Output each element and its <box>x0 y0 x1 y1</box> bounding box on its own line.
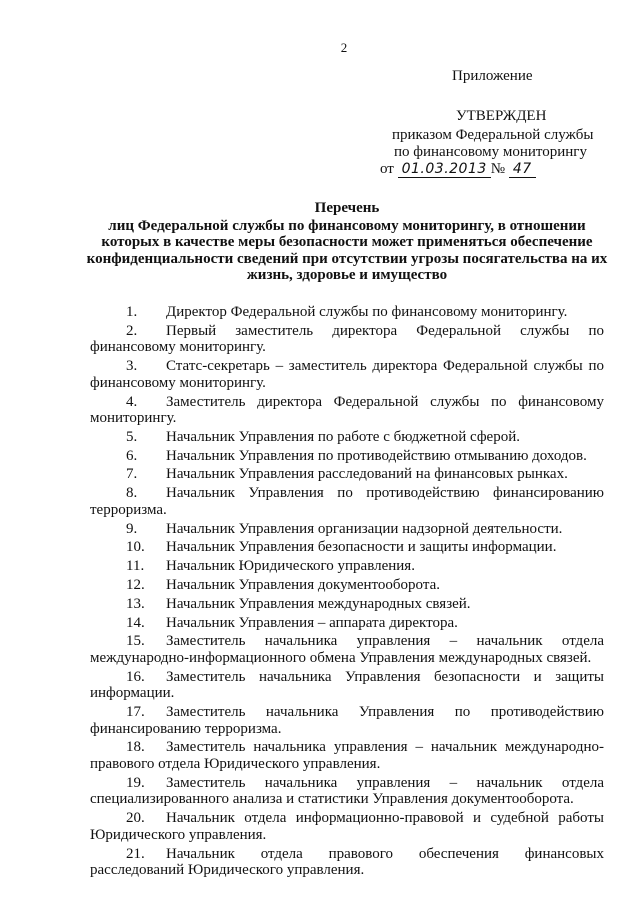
list-item <box>90 558 604 575</box>
list-item-text: Начальник Управления организации надзорной деятельности. <box>166 520 563 537</box>
list-item-number: 19. <box>126 774 145 791</box>
list-item-number: 3. <box>126 358 138 375</box>
date-prefix: от <box>380 161 394 177</box>
list-item <box>90 394 604 427</box>
list-item-number: 8. <box>126 485 138 502</box>
title-main: Перечень <box>314 200 380 216</box>
list-item-text: Заместитель начальника Управления по противодействию финансированию терроризма. <box>90 704 604 737</box>
list-item-number: 4. <box>126 393 138 410</box>
approval-line-date <box>380 161 600 178</box>
list-item-number: 6. <box>126 447 138 464</box>
list-item-text: Заместитель начальника Управления безопасности и защиты информации. <box>90 668 604 702</box>
list-item-text: Директор Федеральной службы по финансовому мониторингу. <box>166 304 568 320</box>
approval-stamp <box>380 108 600 178</box>
list-item-number: 21. <box>126 845 145 862</box>
list-item-number: 1. <box>126 304 138 320</box>
list-item <box>90 775 604 808</box>
list-item <box>90 846 604 879</box>
list-item-number: 10. <box>126 539 145 556</box>
list-item-text: Начальник Управления безопасности и защиты информации. <box>166 539 557 556</box>
list-item <box>90 577 604 594</box>
list-item-number: 15. <box>126 633 145 650</box>
list-item-number: 11. <box>126 558 145 575</box>
handwritten-date: 01.03.2013 <box>398 161 491 178</box>
handwritten-number: 47 <box>509 161 536 178</box>
list-item-text: Начальник Управления расследований на финансовых рынках. <box>166 466 568 483</box>
list-item-number: 18. <box>126 739 145 756</box>
number-sign: № <box>490 161 506 177</box>
list-item-text: Заместитель начальника управления – начальник отдела специализированного анализа и статистики Управления документооборота. <box>90 774 604 808</box>
approval-line-agency: по финансовому мониторингу <box>394 144 587 160</box>
list-item-number: 2. <box>126 322 138 339</box>
list-item-text: Начальник отдела правового обеспечения финансовых расследований Юридического управления. <box>90 845 604 879</box>
list-item-text: Начальник Управления по противодействию финансированию терроризма. <box>90 485 604 518</box>
list-item <box>90 485 604 518</box>
list-item-number: 20. <box>126 810 145 827</box>
list-item <box>90 669 604 702</box>
list-item-text: Начальник Управления – аппарата директора. <box>166 614 458 631</box>
list-item-number: 7. <box>126 466 138 483</box>
list-item-text: Заместитель начальника управления – начальник международно-правового отдела Юридического управления. <box>90 739 604 773</box>
list-item <box>90 429 604 446</box>
list-item-number: 14. <box>126 614 145 631</box>
approval-line-order: приказом Федеральной службы <box>392 127 594 143</box>
list-item <box>90 739 604 772</box>
list-item <box>90 633 604 666</box>
list-item-text: Начальник Управления по работе с бюджетной сферой. <box>166 428 520 445</box>
approved-heading: УТВЕРЖДЕН <box>456 108 547 124</box>
title-subtitle: лиц Федеральной службы по финансовому мониторингу, в отношении которых в качестве меры безопасности может применяться обеспечение конфиденциальности сведений при отсутствии угрозы посягательства на их жизнь, здоровье и имущество <box>86 217 608 283</box>
positions-list <box>90 304 604 881</box>
list-item-number: 16. <box>126 668 145 685</box>
list-item-text: Начальник Управления по противодействию отмыванию доходов. <box>166 447 587 464</box>
list-item <box>90 304 604 321</box>
list-item-number: 17. <box>126 704 145 721</box>
list-item <box>90 521 604 538</box>
list-item <box>90 448 604 465</box>
list-item-number: 5. <box>126 428 138 445</box>
annex-label: Приложение <box>452 68 533 84</box>
list-item <box>90 466 604 483</box>
list-item-text: Начальник Управления международных связей. <box>166 595 471 612</box>
list-item-text: Начальник Управления документооборота. <box>166 576 440 593</box>
list-item-text: Статс-секретарь – заместитель директора Федеральной службы по финансовому мониторингу. <box>90 358 604 391</box>
list-item-text: Заместитель директора Федеральной службы по финансовому мониторингу. <box>90 393 604 427</box>
list-item <box>90 596 604 613</box>
list-item <box>90 358 604 391</box>
list-item <box>90 539 604 556</box>
list-item-number: 12. <box>126 576 145 593</box>
list-item-number: 9. <box>126 520 138 537</box>
list-item-text: Начальник отдела информационно-правовой и судебной работы Юридического управления. <box>90 810 604 843</box>
document-title <box>86 200 608 284</box>
list-item <box>90 323 604 356</box>
list-item <box>90 704 604 737</box>
page-number: 2 <box>340 40 348 55</box>
list-item-text: Заместитель начальника управления – начальник отдела международно-информационного обмена Управления международных связей. <box>90 633 604 666</box>
list-item <box>90 615 604 632</box>
list-item-number: 13. <box>126 595 145 612</box>
list-item-text: Начальник Юридического управления. <box>166 558 415 575</box>
list-item <box>90 810 604 843</box>
list-item-text: Первый заместитель директора Федеральной службы по финансовому мониторингу. <box>90 322 604 356</box>
